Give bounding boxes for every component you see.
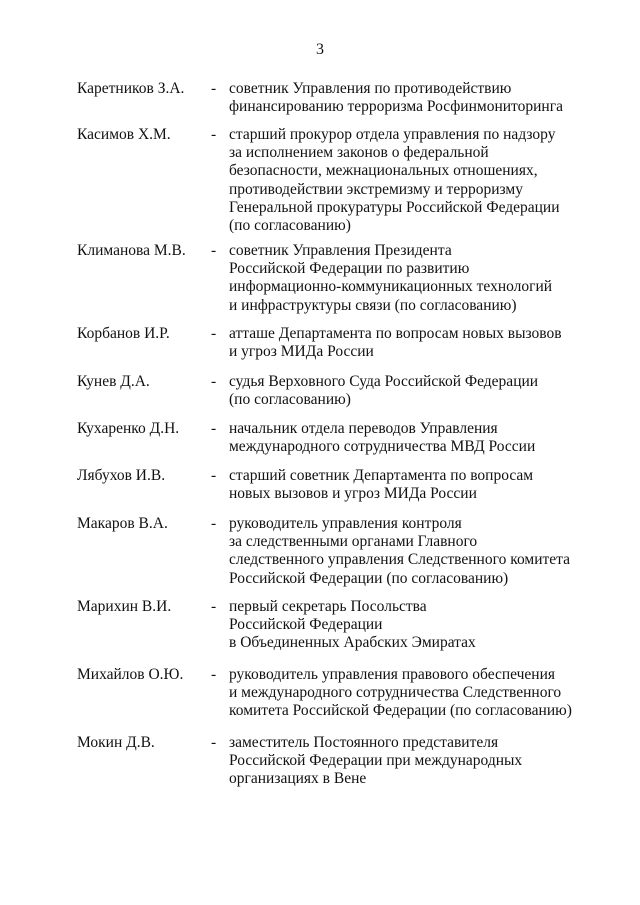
role-line: советник Управления Президента <box>229 242 452 259</box>
member-role <box>229 126 629 235</box>
dash-separator: - <box>211 734 217 751</box>
role-line: Генеральной прокуратуры Российской Федерации <box>229 198 560 216</box>
role-line: организациях в Вене <box>229 770 367 788</box>
member-name: Касимов Х.М. <box>77 126 171 143</box>
member-name: Макаров В.А. <box>77 515 168 532</box>
member-name: Лябухов И.В. <box>77 467 166 484</box>
role-line: Российской Федерации при международных <box>229 752 523 770</box>
member-role <box>229 467 629 503</box>
member-name: Марихин В.И. <box>77 598 172 615</box>
role-line: новых вызовов и угроз МИДа России <box>229 485 477 503</box>
member-role <box>229 80 629 116</box>
role-line: международного сотрудничества МВД России <box>229 438 536 456</box>
member-name: Кунев Д.А. <box>77 373 150 390</box>
role-line: за следственными органами Главного <box>229 533 478 551</box>
dash-separator: - <box>211 80 217 97</box>
role-line: и международного сотрудничества Следственного <box>229 684 562 702</box>
dash-separator: - <box>211 420 217 437</box>
role-line: старший прокурор отдела управления по надзору <box>229 126 556 143</box>
role-line: судья Верховного Суда Российской Федерации <box>229 373 539 390</box>
member-role <box>229 420 629 456</box>
role-line: следственного управления Следственного комитета <box>229 551 570 569</box>
list-item <box>0 126 640 235</box>
role-line: заместитель Постоянного представителя <box>229 734 499 751</box>
role-line: старший советник Департамента по вопросам <box>229 467 534 484</box>
list-item <box>0 242 640 332</box>
role-line: (по согласованию) <box>229 391 351 409</box>
list-item <box>0 734 640 824</box>
role-line: атташе Департамента по вопросам новых вызовов <box>229 325 562 342</box>
member-name: Корбанов И.Р. <box>77 325 170 342</box>
role-line: Российской Федерации <box>229 616 383 634</box>
member-role <box>229 515 629 588</box>
member-role <box>229 666 629 721</box>
member-role <box>229 734 629 789</box>
member-role <box>229 325 629 361</box>
member-name: Каретников З.А. <box>77 80 185 97</box>
role-line: первый секретарь Посольства <box>229 598 427 615</box>
role-line: советник Управления по противодействию <box>229 80 512 97</box>
dash-separator: - <box>211 598 217 615</box>
role-line: руководитель управления контроля <box>229 515 462 532</box>
member-name: Климанова М.В. <box>77 242 186 259</box>
member-name: Кухаренко Д.Н. <box>77 420 180 437</box>
role-line: и угроз МИДа России <box>229 343 374 361</box>
role-line: информационно-коммуникационных технологий <box>229 278 553 296</box>
role-line: и инфраструктуры связи (по согласованию) <box>229 296 517 314</box>
member-role <box>229 373 629 409</box>
dash-separator: - <box>211 515 217 532</box>
role-line: Российской Федерации по развитию <box>229 260 470 278</box>
list-item <box>0 515 640 605</box>
role-line: безопасности, межнациональных отношениях, <box>229 162 538 180</box>
member-role <box>229 598 629 653</box>
member-name: Михайлов О.Ю. <box>77 666 184 683</box>
member-name: Мокин Д.В. <box>77 734 155 751</box>
dash-separator: - <box>211 242 217 259</box>
dash-separator: - <box>211 666 217 683</box>
role-line: финансированию терроризма Росфинмониторинга <box>229 98 563 116</box>
role-line: за исполнением законов о федеральной <box>229 144 489 162</box>
role-line: Российской Федерации (по согласованию) <box>229 569 509 587</box>
role-line: противодействии экстремизму и терроризму <box>229 180 523 198</box>
role-line: руководитель управления правового обеспечения <box>229 666 556 683</box>
dash-separator: - <box>211 373 217 390</box>
member-role <box>229 242 629 315</box>
role-line: (по согласованию) <box>229 217 351 235</box>
page-number: 3 <box>316 41 324 58</box>
dash-separator: - <box>211 325 217 342</box>
dash-separator: - <box>211 467 217 484</box>
role-line: начальник отдела переводов Управления <box>229 420 498 437</box>
role-line: в Объединенных Арабских Эмиратах <box>229 634 476 652</box>
role-line: комитета Российской Федерации (по согласованию) <box>229 702 572 720</box>
dash-separator: - <box>211 126 217 143</box>
